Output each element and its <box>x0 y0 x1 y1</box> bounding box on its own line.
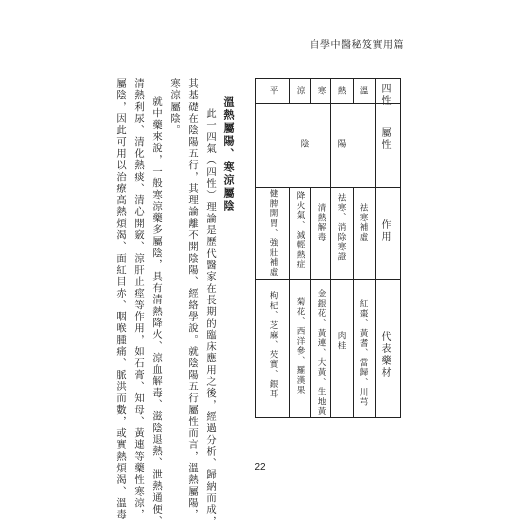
table-rule <box>330 187 331 417</box>
body-line-6: 屬陰，因此可用以治療高熱煩渴、面紅目赤、咽喉腫痛、脈洪而數，或實熱煩渴、溫毒 <box>114 78 126 521</box>
nature-neutral: 平 <box>268 86 278 96</box>
table-rule <box>310 79 311 103</box>
effect-neutral: 健脾開胃、強壯補虛 <box>268 189 278 278</box>
body-line-4: 就中藥來說，一般寒涼藥多屬陰，具有清熱降火、涼血解毒、滋陰退熱、泄熱通便、 <box>150 96 162 527</box>
attr-yin: 陰 <box>299 139 309 149</box>
nature-cool: 涼 <box>295 86 305 96</box>
nature-hot: 熱 <box>336 86 346 96</box>
table-rule <box>310 187 311 417</box>
attr-yang: 陽 <box>336 139 346 149</box>
body-line-1: 此一四氣（四性）理論是歷代醫家在長期的臨床應用之後，經過分析、歸納而成， <box>204 108 216 527</box>
header-siqi: 四性 <box>379 83 390 107</box>
body-line-3: 寒涼屬陰。 <box>168 78 180 137</box>
herbs-neutral: 枸杞、芝麻、芡實、銀耳 <box>268 291 278 399</box>
table-rule <box>330 103 331 187</box>
section-heading: 溫熱屬陽、寒涼屬陰 <box>222 96 235 213</box>
effect-cool: 降火氣、減輕熱症 <box>295 191 305 270</box>
table-rule <box>289 187 290 417</box>
body-line-2: 其基礎在陰陽五行，其理論離不開陰陽、經絡學說。就陰陽五行屬性而言，溫熱屬陽， <box>186 78 198 521</box>
herbs-cold: 金銀花、黃連、大黃、生地黃 <box>316 289 326 417</box>
nature-warm: 溫 <box>358 86 368 96</box>
four-nature-table <box>255 78 401 418</box>
header-attr: 屬性 <box>379 127 390 151</box>
effect-cold: 清熱解毒 <box>316 203 326 243</box>
table-rule <box>375 79 376 417</box>
table-rule <box>353 187 354 417</box>
nature-cold: 寒 <box>316 86 326 96</box>
header-effect: 作用 <box>379 219 390 243</box>
body-line-5: 清熱利尿、清化熱痰、清心開竅、涼肝止痙等作用，如石膏、知母、黃連等藥性寒涼， <box>132 78 144 521</box>
running-head: 自學中醫秘笈實用篇 <box>309 40 404 51</box>
table-rule <box>289 79 290 103</box>
table-rule <box>256 279 400 280</box>
header-herbs: 代表藥材 <box>379 331 390 379</box>
herbs-hot: 肉桂 <box>336 331 346 351</box>
effect-warm: 祛寒補虛 <box>358 203 368 243</box>
table-rule <box>256 187 400 188</box>
effect-hot: 祛寒、消除寒證 <box>336 193 346 262</box>
herbs-cool: 菊花、西洋參、羅漢果 <box>295 297 305 395</box>
herbs-warm: 紅棗、黃耆、當歸、川芎 <box>358 299 368 407</box>
page-number: 22 <box>254 462 266 473</box>
table-rule <box>330 79 331 103</box>
table-rule <box>353 79 354 103</box>
